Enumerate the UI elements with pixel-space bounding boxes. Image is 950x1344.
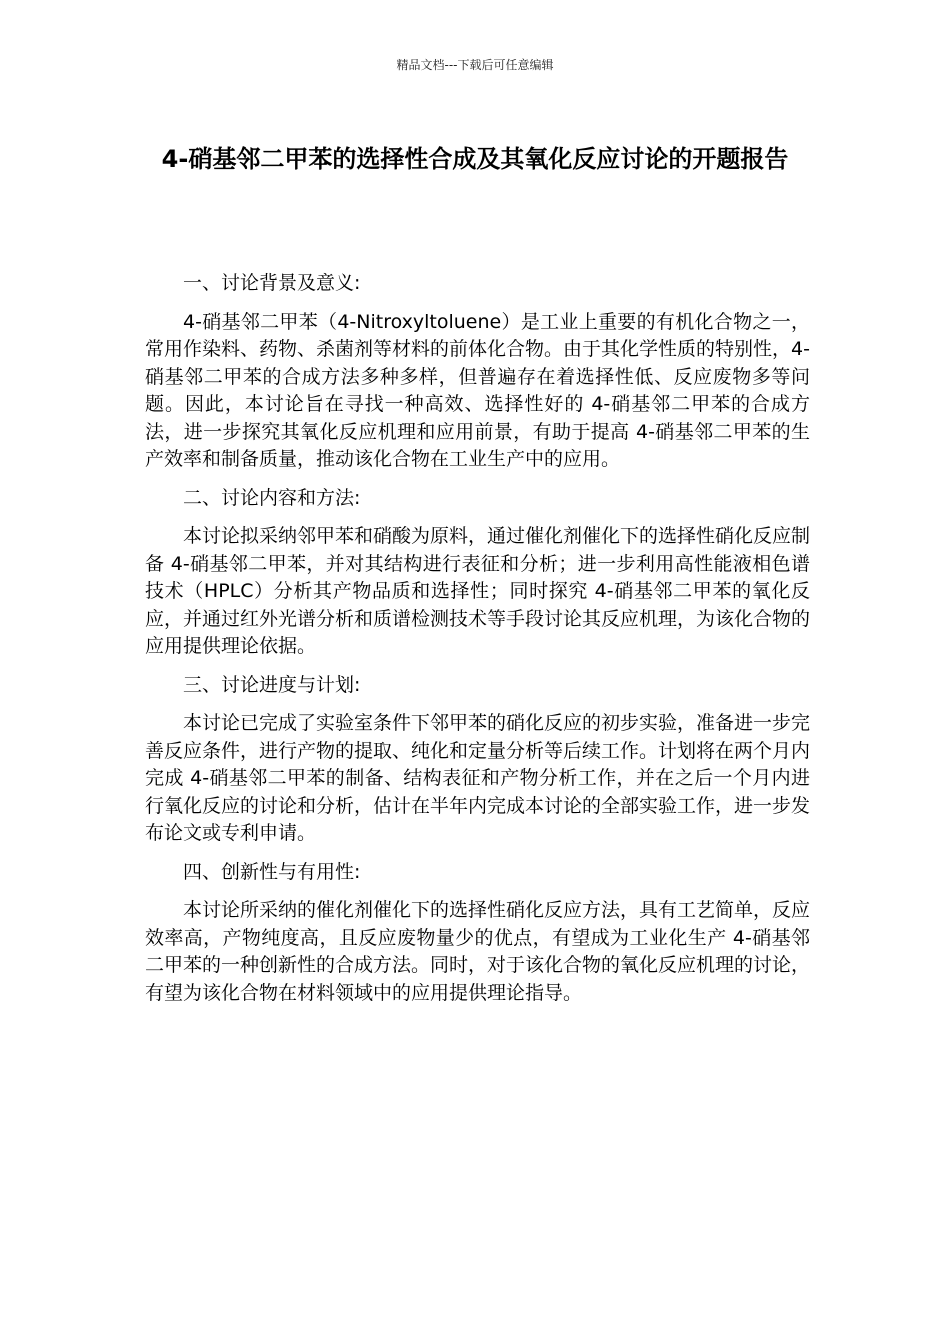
section-heading-progress-plan: 三、讨论进度与计划: (183, 673, 361, 696)
document-body (145, 270, 810, 1007)
section-body-background: 4-硝基邻二甲苯（4-Nitroxyltoluene）是工业上重要的有机化合物之一，常用作染料、药物、杀菌剂等材料的前体化合物。由于其化学性质的特别性，4-硝基邻二甲苯的合成方法多种多样，但普遍存在着选择性低、反应废物多等问题。因此，本讨论旨在寻找一种高效、选择性好的 4-硝基邻二甲苯的合成方法，进一步探究其氧化反应机理和应用前景，有助于提高 4-硝基邻二甲苯的生产效率和制备质量，推动该化合物在工业生产中的应用。 (145, 310, 810, 470)
section-body-progress-plan: 本讨论已完成了实验室条件下邻甲苯的硝化反应的初步实验，准备进一步完善反应条件，进行产物的提取、纯化和定量分析等后续工作。计划将在两个月内完成 4-硝基邻二甲苯的制备、结构表征和产物分析工作，并在之后一个月内进行氧化反应的讨论和分析，估计在半年内完成本讨论的全部实验工作，进一步发布论文或专利申请。 (145, 712, 811, 844)
section-body-content-methods: 本讨论拟采纳邻甲苯和硝酸为原料，通过催化剂催化下的选择性硝化反应制备 4-硝基邻二甲苯，并对其结构进行表征和分析；进一步利用高性能液相色谱技术（HPLC）分析其产物品质和选择性；同时探究 4-硝基邻二甲苯的氧化反应，并通过红外光谱分析和质谱检测技术等手段讨论其反应机理，为该化合物的应用提供理论依据。 (145, 525, 811, 657)
section-heading-background: 一、讨论背景及意义: (183, 272, 361, 294)
section-heading-innovation: 四、创新性与有用性: (183, 860, 361, 883)
section-heading-content-methods: 二、讨论内容和方法: (183, 486, 361, 509)
section-body-innovation: 本讨论所采纳的催化剂催化下的选择性硝化反应方法，具有工艺简单，反应效率高，产物纯度高，且反应废物量少的优点，有望成为工业化生产 4-硝基邻二甲苯的一种创新性的合成方法。同时，对于该化合物的氧化反应机理的讨论，有望为该化合物在材料领域中的应用提供理论指导。 (145, 899, 811, 1004)
page-header: 精品文档---下载后可任意编辑 (396, 58, 554, 72)
document-title: 4-硝基邻二甲苯的选择性合成及其氧化反应讨论的开题报告 (161, 145, 789, 173)
